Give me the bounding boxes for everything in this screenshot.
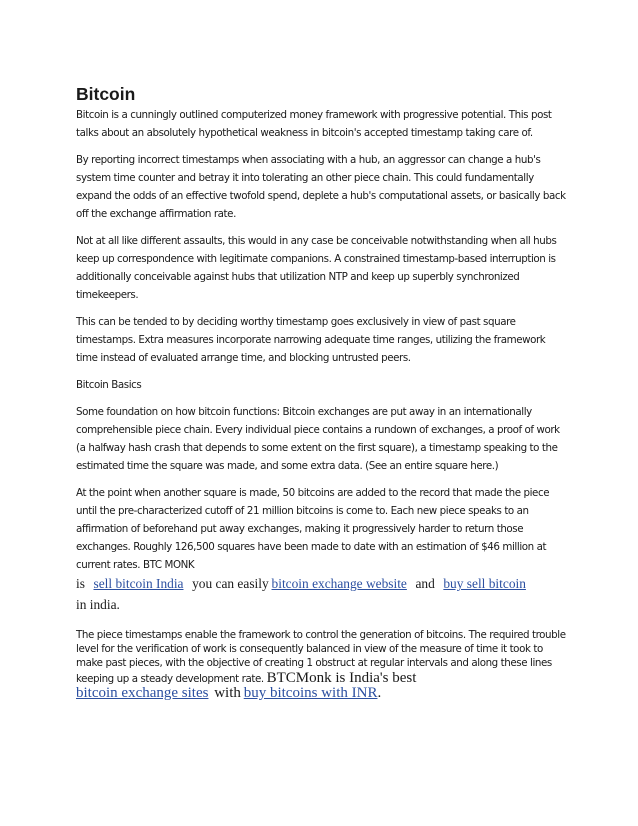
paragraph-assaults: Not at all like different assaults, this would in any case be conceivable notwithstanding when all hubs keep up correspondence with legitimate companions. A constrained timestamp-based interruption is additionally conceivable against hubs that utilization NTP and keep up superbly synchronized timekeepers. [76,235,557,301]
section-heading-bitcoin-basics: Bitcoin Basics [76,379,142,391]
text-and: and [415,576,435,591]
paragraph-new-square-text: At the point when another square is made, 50 bitcoins are added to the record that made the piece until the pre-characterized cutoff of 21 million bitcoins is come to. Each new piece speaks to an affirmation of beforehand put away exchanges, making it progressively harder to return those exchanges. Roughly 126,500 squares have been made to date with an estimation of $46 million at current rates. BTC MONK [76,487,550,571]
text-period: . [377,684,382,701]
text-with: with [214,684,241,701]
page-title: Bitcoin [76,84,136,104]
text-btcmonk-best: BTCMonk is India's best [266,669,417,686]
link-buy-bitcoins-with-inr[interactable]: buy bitcoins with INR [243,684,378,701]
text-is: is [76,576,85,591]
paragraph-foundation: Some foundation on how bitcoin functions: Bitcoin exchanges are put away in an internationally comprehensible piece chain. Every individual piece contains a rundown of exchanges, a proof of work (a halfway hash crash that depends to some extent on the first square), a timestamp speaking to the estimated time the square was made, and some extra data. (See an entire square here.) [76,406,560,472]
paragraph-new-square [76,484,568,616]
link-sell-bitcoin-india[interactable]: sell bitcoin India [93,576,184,591]
paragraph-mitigation: This can be tended to by deciding worthy timestamp goes exclusively in view of past square timestamps. Extra measures incorporate narrowing adequate time ranges, utilizing the framework time instead of evaluated arrange time, and blocking untrusted peers. [76,316,546,364]
link-bitcoin-exchange-website[interactable]: bitcoin exchange website [271,576,407,591]
link-buy-sell-bitcoin[interactable]: buy sell bitcoin [443,576,526,591]
paragraph-piece-timestamps-text: The piece timestamps enable the framework to control the generation of bitcoins. The required trouble level for the verification of work is consequently balanced in view of the measure of time it took to make past pieces, with the objective of creating 1 obstruct at regular intervals and along these lines keeping up a steady development rate. [76,629,566,685]
document-page [76,84,568,710]
text-in-india: in india. [76,597,120,612]
paragraph-piece-timestamps [76,628,568,701]
link-bitcoin-exchange-sites[interactable]: bitcoin exchange sites [76,684,209,701]
paragraph-timestamps: By reporting incorrect timestamps when associating with a hub, an aggressor can change a hub's system time counter and betray it into tolerating an other piece chain. This could fundamentally expand the odds of an effective twofold spend, deplete a hub's computational assets, or basically back off the exchange affirmation rate. [76,154,566,220]
paragraph-intro: Bitcoin is a cunningly outlined computerized money framework with progressive potential. This post talks about an absolutely hypothetical weakness in bitcoin's accepted timestamp taking care of. [76,109,552,139]
text-you-can-easily: you can easily [192,576,269,591]
